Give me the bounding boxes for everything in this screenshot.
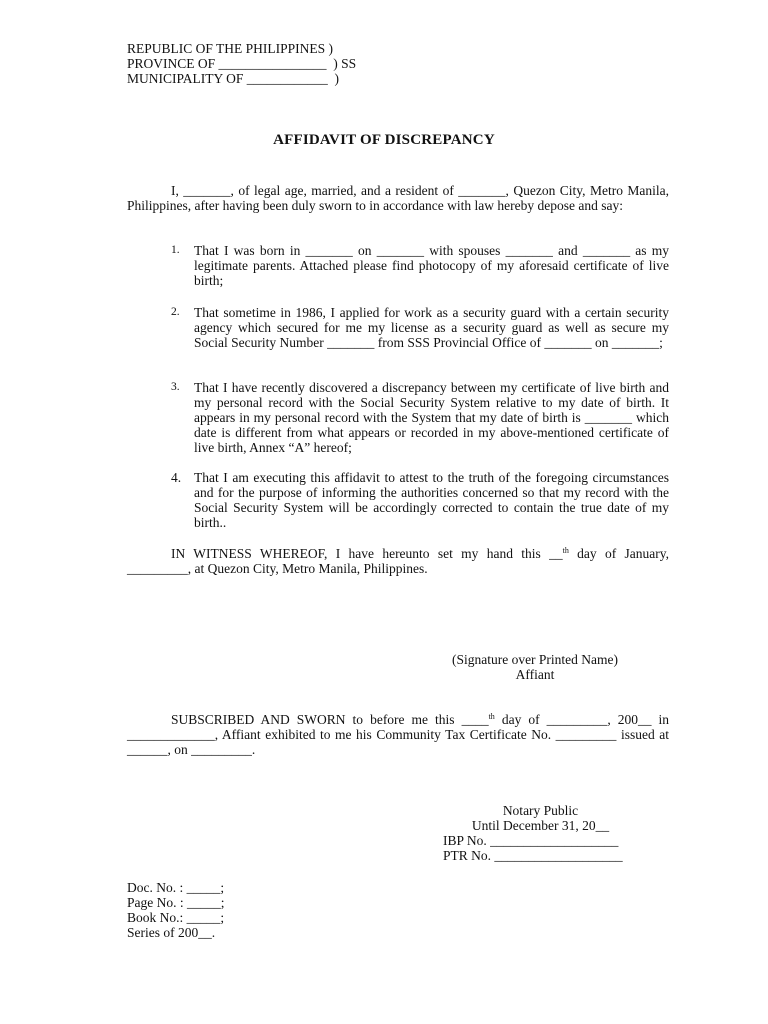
- item-text: That I was born in _______ on _______ with spouses _______ and _______ as my legitimate parents. Attached please find photocopy of my aforesaid certificate of live birth;: [194, 243, 669, 288]
- venue-republic: REPUBLIC OF THE PHILIPPINES ): [127, 41, 334, 56]
- numbered-item-1: [171, 243, 669, 288]
- series-of: Series of 200__.: [127, 925, 216, 940]
- notary-ptr-no: PTR No. ___________________: [443, 848, 623, 863]
- numbered-item-4: [171, 470, 669, 530]
- venue-province: PROVINCE OF ________________ ) SS: [127, 56, 357, 71]
- signature-caption: (Signature over Printed Name): [451, 652, 619, 667]
- notary-ibp-no: IBP No. ___________________: [443, 833, 619, 848]
- jurat-text-end: day of _________, 200__ in _____________, Affiant exhibited to me his Community Tax Certificate No. _________ issued at ______, on _________.: [127, 712, 669, 757]
- notary-public-label: Notary Public: [502, 803, 579, 818]
- item-number: 3.: [171, 381, 180, 393]
- notary-block: [443, 803, 693, 863]
- item-number: 4.: [171, 470, 182, 485]
- jurat-paragraph: [127, 712, 669, 757]
- item-number: 1.: [171, 244, 180, 256]
- book-no: Book No.: _____;: [127, 910, 225, 925]
- doc-no: Doc. No. : _____;: [127, 880, 225, 895]
- item-text: That I have recently discovered a discrepancy between my certificate of live birth and my personal record with the Social Security System relative to my date of birth. It appears in my personal record with the System that my date of birth is _______ which date is different from what appears or recorded in my above-mentioned certificate of live birth, Annex “A” hereof;: [194, 380, 669, 455]
- venue-municipality: MUNICIPALITY OF ____________ ): [127, 71, 340, 86]
- notary-commission-until: Until December 31, 20__: [471, 818, 610, 833]
- item-text: That sometime in 1986, I applied for work as a security guard with a certain security agency which secured for me my license as a security guard as well as secure my Social Security Number _______ from SSS Provincial Office of _______ on _______;: [194, 305, 669, 350]
- notarial-register-block: [127, 880, 225, 940]
- numbered-item-3: [171, 380, 669, 455]
- item-text: That I am executing this affidavit to attest to the truth of the foregoing circumstances and for the purpose of informing the authorities concerned so that my record with the Social Security System will be accordingly corrected to contain the true date of my birth..: [194, 470, 669, 530]
- venue-block: [127, 41, 356, 86]
- jurat-ordinal-suffix: th: [488, 712, 495, 721]
- witness-text-start: IN WITNESS WHEREOF, I have hereunto set my hand this __: [171, 546, 563, 561]
- affiant-label: Affiant: [515, 667, 555, 682]
- document-title: AFFIDAVIT OF DISCREPANCY: [273, 132, 495, 148]
- witness-ordinal-suffix: th: [562, 546, 569, 555]
- witness-paragraph: [127, 546, 669, 576]
- intro-paragraph: I, _______, of legal age, married, and a resident of _______, Quezon City, Metro Manila, Philippines, after having been duly sworn to in accordance with law hereby depose and say:: [127, 183, 669, 213]
- page-no: Page No. : _____;: [127, 895, 225, 910]
- numbered-item-2: [171, 305, 669, 350]
- affiant-signature-block: [380, 652, 690, 682]
- witness-text-end: day of January, _________, at Quezon City, Metro Manila, Philippines.: [127, 546, 669, 576]
- jurat-text-start: SUBSCRIBED AND SWORN to before me this ____: [171, 712, 489, 727]
- item-number: 2.: [171, 306, 180, 318]
